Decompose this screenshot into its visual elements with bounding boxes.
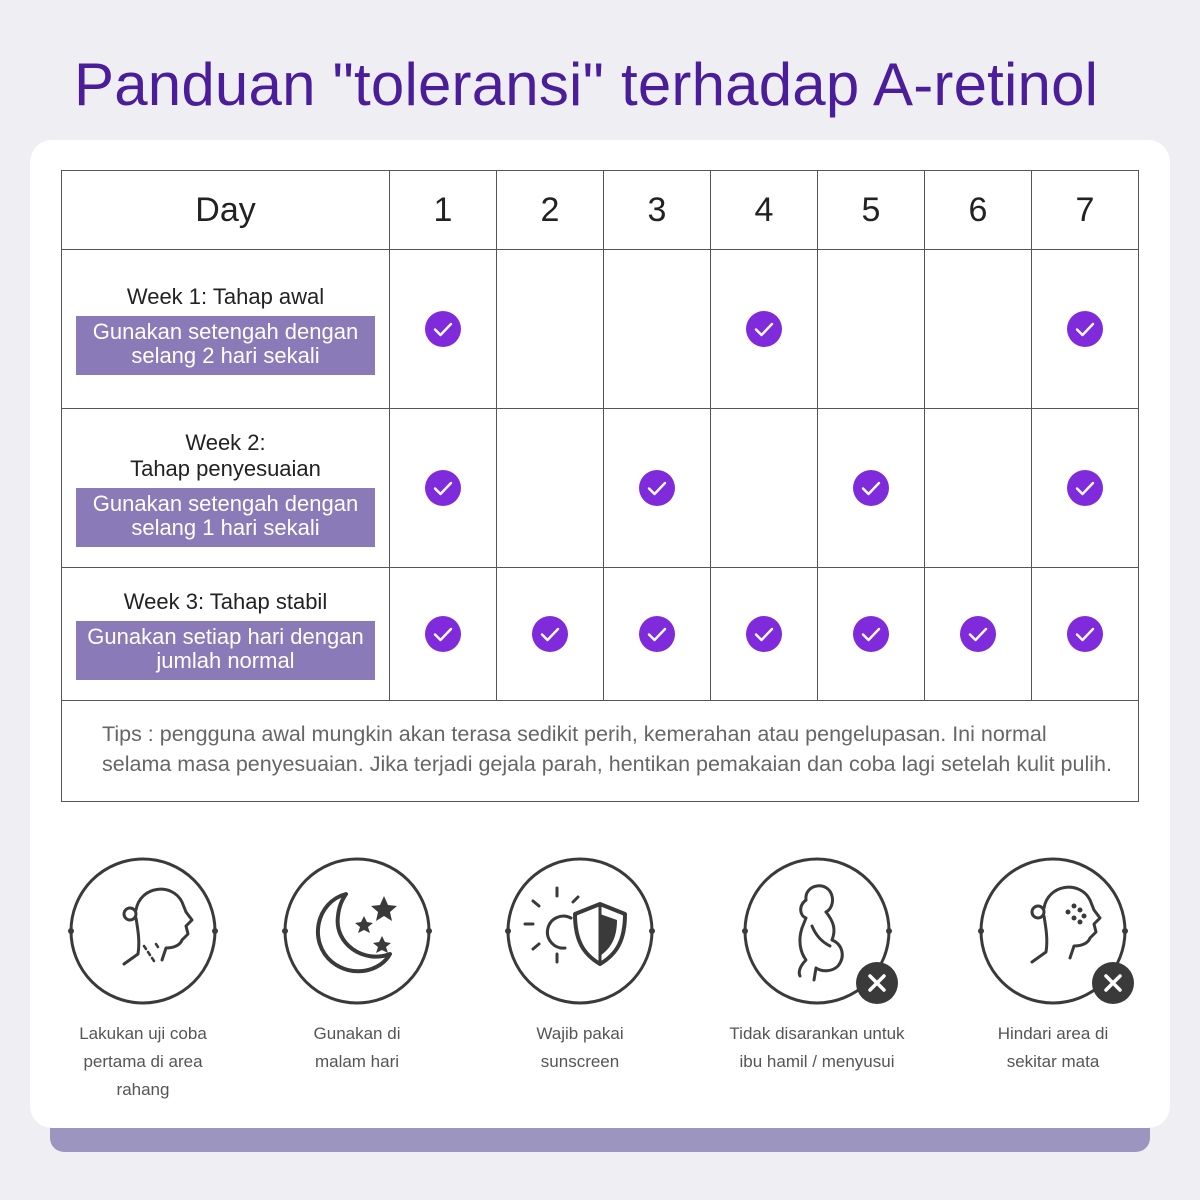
week-3-day-6-cell xyxy=(925,568,1032,701)
week-2-note: Gunakan setengah dengan selang 1 hari sekali xyxy=(76,488,375,547)
check-icon xyxy=(425,470,461,506)
check-icon xyxy=(425,616,461,652)
week-3-day-1-cell xyxy=(390,568,497,701)
week-1-day-6-cell xyxy=(925,250,1032,409)
week-2-row xyxy=(62,409,1139,568)
week-1-day-5-cell xyxy=(818,250,925,409)
week-2-label xyxy=(62,409,390,568)
week-1-day-2-cell xyxy=(497,250,604,409)
tips-text: Tips : pengguna awal mungkin akan terasa sedikit perih, kemerahan atau pengelupasan. Ini normal selama masa penyesuaian. Jika terjadi gejala parah, hentikan pemakaian dan coba lagi setelah kulit pulih. xyxy=(62,701,1139,802)
icon-label-night: Gunakan di malam hari xyxy=(313,1024,401,1071)
usage-icons xyxy=(30,856,1170,1116)
check-icon xyxy=(853,616,889,652)
week-3-day-3-cell xyxy=(604,568,711,701)
week-3-day-5-cell xyxy=(818,568,925,701)
check-icon xyxy=(532,616,568,652)
week-3-day-2-cell xyxy=(497,568,604,701)
page-title: Panduan "toleransi" terhadap A-retinol xyxy=(74,51,1099,118)
week-1-day-1-cell xyxy=(390,250,497,409)
check-icon xyxy=(1067,616,1103,652)
schedule-table xyxy=(61,170,1139,802)
check-icon xyxy=(1067,311,1103,347)
week-2-title: Week 2: Tahap penyesuaian xyxy=(130,429,321,481)
pregnant-woman-icon xyxy=(742,856,892,1006)
check-icon xyxy=(960,616,996,652)
icon-item-eye-area xyxy=(933,856,1173,1076)
week-1-day-4-cell xyxy=(711,250,818,409)
icon-item-jaw-test xyxy=(23,856,263,1104)
not-recommended-badge xyxy=(856,962,898,1004)
check-icon xyxy=(1067,470,1103,506)
check-icon xyxy=(639,616,675,652)
check-icon xyxy=(746,616,782,652)
icon-label-sunscreen: Wajib pakai sunscreen xyxy=(536,1024,624,1071)
icon-item-night xyxy=(237,856,477,1076)
day-4-header: 4 xyxy=(711,171,818,250)
day-7-header: 7 xyxy=(1032,171,1139,250)
day-1-header: 1 xyxy=(390,171,497,250)
check-icon xyxy=(639,470,675,506)
day-6-header: 6 xyxy=(925,171,1032,250)
moon-stars-icon xyxy=(282,856,432,1006)
icon-label-jaw-test: Lakukan uji coba pertama di area rahang xyxy=(79,1024,207,1099)
face-eye-area-icon xyxy=(978,856,1128,1006)
week-1-title: Week 1: Tahap awal xyxy=(126,283,325,309)
week-2-day-2-cell xyxy=(497,409,604,568)
face-jaw-test-icon xyxy=(68,856,218,1006)
week-2-day-1-cell xyxy=(390,409,497,568)
icon-item-pregnant xyxy=(697,856,937,1076)
day-3-header: 3 xyxy=(604,171,711,250)
week-1-label xyxy=(62,250,390,409)
day-2-header: 2 xyxy=(497,171,604,250)
week-3-title: Week 3: Tahap stabil xyxy=(123,588,328,614)
week-1-row xyxy=(62,250,1139,409)
week-1-day-3-cell xyxy=(604,250,711,409)
icon-label-pregnant: Tidak disarankan untuk ibu hamil / menyusui xyxy=(729,1024,905,1071)
week-2-day-5-cell xyxy=(818,409,925,568)
icon-item-sunscreen xyxy=(460,856,700,1076)
close-icon xyxy=(1092,962,1134,1004)
week-2-day-4-cell xyxy=(711,409,818,568)
icon-label-eye-area: Hindari area di sekitar mata xyxy=(997,1024,1109,1071)
close-icon xyxy=(856,962,898,1004)
tips-row xyxy=(62,701,1139,802)
week-3-day-4-cell xyxy=(711,568,818,701)
week-2-day-3-cell xyxy=(604,409,711,568)
week-2-day-7-cell xyxy=(1032,409,1139,568)
day-5-header: 5 xyxy=(818,171,925,250)
sun-shield-icon xyxy=(505,856,655,1006)
avoid-badge xyxy=(1092,962,1134,1004)
week-3-note: Gunakan setiap hari dengan jumlah normal xyxy=(76,621,375,680)
week-1-day-7-cell xyxy=(1032,250,1139,409)
week-3-day-7-cell xyxy=(1032,568,1139,701)
week-2-day-6-cell xyxy=(925,409,1032,568)
check-icon xyxy=(746,311,782,347)
week-3-row xyxy=(62,568,1139,701)
week-1-note: Gunakan setengah dengan selang 2 hari sekali xyxy=(76,316,375,375)
day-header: Day xyxy=(62,171,390,250)
check-icon xyxy=(425,311,461,347)
week-3-label xyxy=(62,568,390,701)
check-icon xyxy=(853,470,889,506)
header-row xyxy=(62,171,1139,250)
